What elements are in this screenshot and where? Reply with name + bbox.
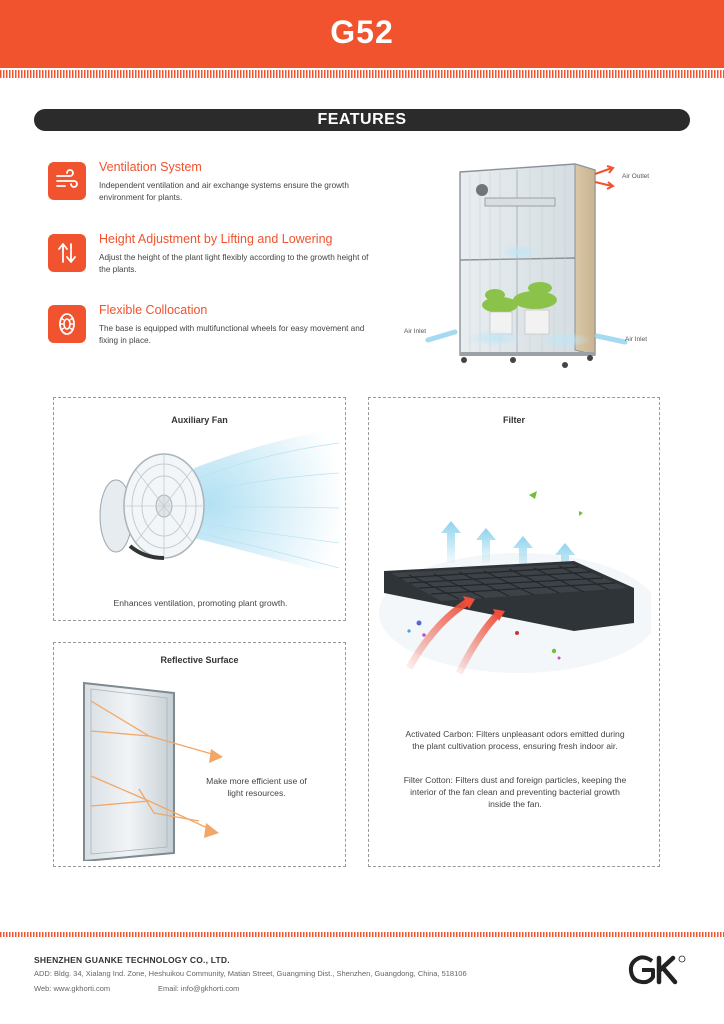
air-inlet-left-label: Air Inlet [404,328,427,335]
reflective-surface-title: Reflective Surface [160,655,239,665]
reflective-panel-image [79,681,239,861]
auxiliary-fan-image [94,428,344,578]
feature-ventilation [48,160,378,220]
filter-box [368,397,660,867]
air-outlet-label: Air Outlet [622,173,650,180]
grow-cabinet-illustration [400,160,700,385]
feature-title: Flexible Collocation [99,303,208,317]
grow-cabinet-drawing [400,160,700,385]
reflective-surface-box [53,642,346,867]
header-stripe-divider [0,70,724,78]
up-down-arrows-icon [48,234,86,272]
air-inlet-right-label: Air Inlet [625,336,648,343]
auxiliary-fan-caption: Enhances ventilation, promoting plant growth. [113,598,288,608]
features-heading: FEATURES [317,111,407,128]
feature-title: Height Adjustment by Lifting and Lowering [99,232,333,246]
auxiliary-fan-title: Auxiliary Fan [171,415,228,425]
gk-logo-mark [627,953,691,987]
reflective-surface-caption: Make more efficient use of light resources. [206,776,307,798]
page-title: G52 [330,14,394,50]
activated-carbon-text: Activated Carbon: Filters unpleasant odors emitted during the plant cultivation process, ensuring fresh indoor air. [405,729,625,751]
filter-title: Filter [502,415,525,425]
gk-logo [627,953,691,987]
company-name: SHENZHEN GUANKE TECHNOLOGY CO., LTD. [34,955,230,965]
filter-image [379,483,651,683]
auxiliary-fan-box [53,397,346,621]
company-email: Email: info@gkhorti.com [158,984,240,993]
feature-flexible-collocation [48,303,378,363]
footer-stripe-divider [0,932,724,937]
page-header [0,0,724,68]
feature-description: Adjust the height of the plant light flexibly according to the growth height of the plants. [99,253,369,274]
feature-description: The base is equipped with multifunctional wheels for easy movement and fixing in place. [99,324,365,345]
wheel-icon [48,305,86,343]
features-heading-bar [34,109,690,131]
feature-description: Independent ventilation and air exchange systems ensure the growth environment for plants. [99,181,349,202]
company-address: ADD: Bldg. 34, Xialang Ind. Zone, Heshuikou Community, Matian Street, Guangming Dist., Shenzhen, Guangdong, China, 518106 [34,969,467,978]
company-website: Web: www.gkhorti.com [34,984,111,993]
wind-icon [48,162,86,200]
filter-cotton-text: Filter Cotton: Filters dust and foreign particles, keeping the interior of the fan clean and preventing bacterial growth inside the fan. [403,775,627,809]
feature-title: Ventilation System [99,160,202,174]
feature-height-adjustment [48,232,378,292]
